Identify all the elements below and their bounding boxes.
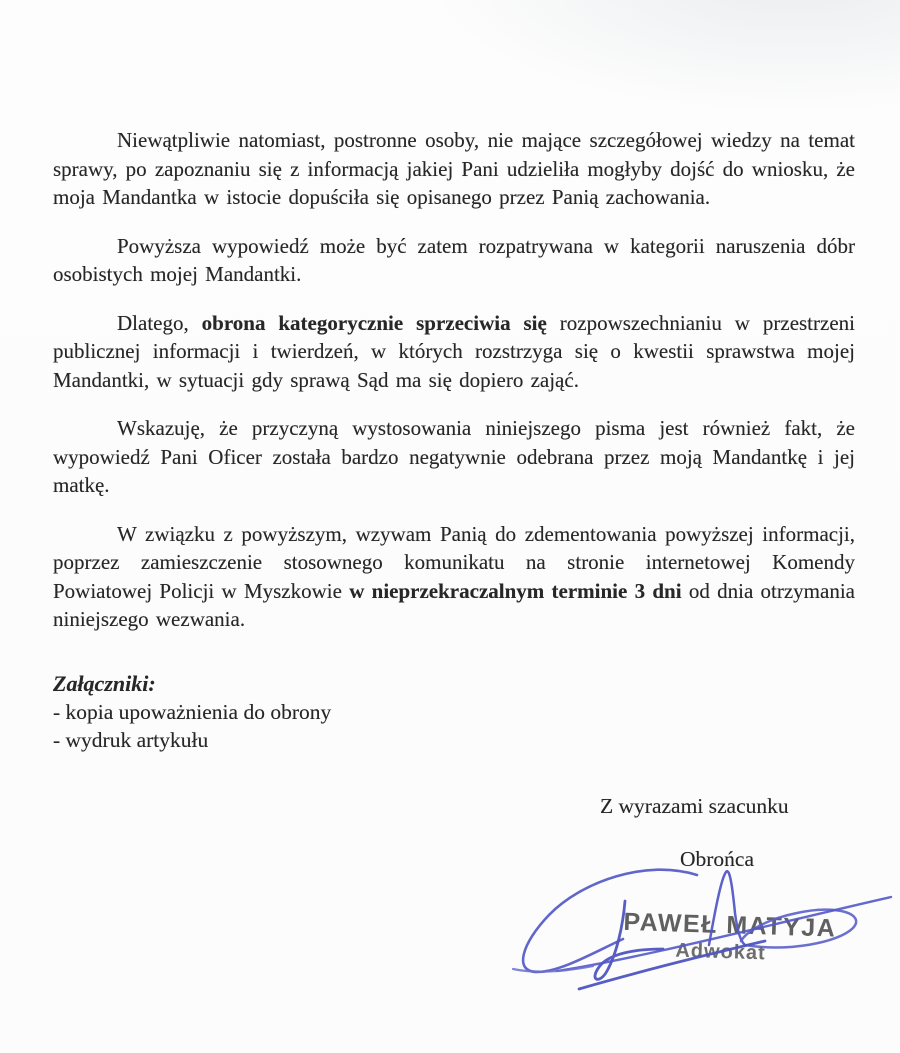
paragraph-text: Niewątpliwie natomiast, postronne osoby, nie mające szczegółowej wiedzy na temat sprawy, po zapoznaniu się z informacją jakiej Pani udzieliła mogłyby dojść do wniosku, że moja Mandantka w istocie dopuściła się opisanego przez Panią zachowania. — [53, 128, 855, 209]
signer-role: Obrońca — [680, 847, 755, 871]
attachment-item: - wydruk artykułu — [53, 728, 209, 752]
paragraph-text: od dnia otrzymania niniejszego wezwania. — [53, 578, 855, 631]
paragraph-3 — [53, 309, 855, 395]
paragraph-2 — [53, 232, 855, 289]
paragraph-text: Powyższa wypowiedź może być zatem rozpatrywana w kategorii naruszenia dóbr osobistych mojej Mandantki. — [53, 233, 855, 286]
paragraph-text: rozpowszechnianiu w przestrzeni publicznej informacji i twierdzeń, w których rozstrzyga się o kwestii sprawstwa mojej Mandantki, w sytuacji gdy sprawą Sąd ma się dopiero zająć. — [53, 310, 855, 392]
paragraph-1 — [53, 126, 855, 212]
paragraph-text: Dlatego, — [117, 310, 202, 335]
attachment-item: - kopia upoważnienia do obrony — [53, 700, 332, 724]
signature-area — [497, 853, 893, 1023]
paragraph-text-bold: obrona kategorycznie sprzeciwia się — [201, 310, 547, 335]
paragraph-text: Wskazuję, że przyczyną wystosowania niniejszego pisma jest również fakt, że wypowiedź Pani Oficer została bardzo negatywnie odebrana przez moją Mandantkę i jej matkę. — [53, 416, 855, 497]
attachments-section — [53, 670, 855, 755]
paragraph-text: W związku z powyższym, wzywam Panią do zdementowania powyższej informacji, poprzez zamieszczenie stosownego komunikatu na stronie internetowej Komendy Powiatowej Policji w Myszkowie — [53, 521, 855, 603]
handwritten-signature-icon — [497, 853, 893, 1023]
paragraph-text-bold: w nieprzekraczalnym terminie 3 dni — [349, 578, 682, 603]
attachments-heading: Załączniki: — [53, 670, 156, 696]
paragraph-4 — [53, 414, 855, 500]
valediction: Z wyrazami szacunku — [600, 794, 789, 818]
letter-body — [53, 126, 855, 754]
stamp-title: Adwokat — [675, 939, 767, 965]
paragraph-5 — [53, 520, 855, 634]
stamp-name: PAWEŁ MATYJA — [623, 907, 837, 943]
